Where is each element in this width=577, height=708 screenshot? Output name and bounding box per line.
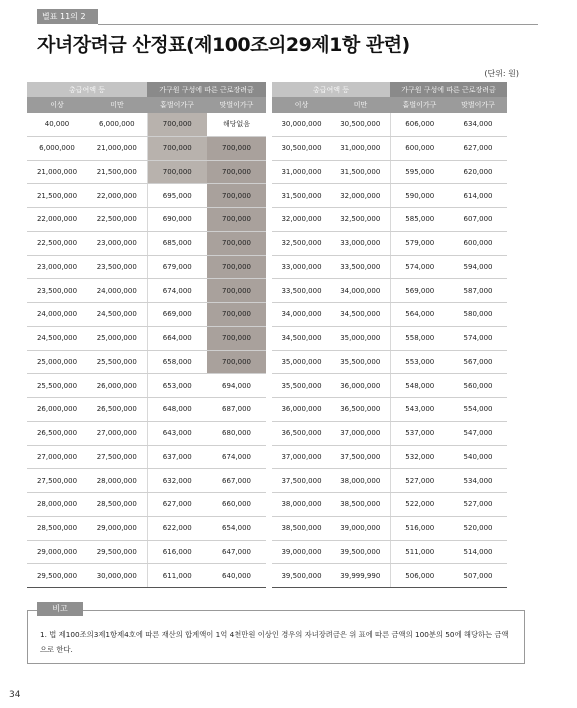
table-row <box>272 326 507 350</box>
table-row <box>272 516 507 540</box>
header-amount-group: 가구원 구성에 따른 근로장려금 <box>390 82 507 97</box>
cell-dual-income: 600,000 <box>449 231 507 255</box>
cell-dual-income: 514,000 <box>449 540 507 564</box>
table-row <box>272 469 507 493</box>
cell-min: 24,500,000 <box>27 326 87 350</box>
table-row <box>27 516 266 540</box>
table-row <box>27 469 266 493</box>
table-row <box>27 350 266 374</box>
cell-max: 25,500,000 <box>87 350 147 374</box>
cell-dual-income: 700,000 <box>207 326 266 350</box>
header-single-income: 홑벌이가구 <box>390 97 449 113</box>
header-min: 이상 <box>27 97 87 113</box>
cell-max: 32,500,000 <box>331 208 390 232</box>
table-row <box>27 326 266 350</box>
cell-single-income: 685,000 <box>147 231 207 255</box>
table-row <box>272 303 507 327</box>
cell-max: 24,000,000 <box>87 279 147 303</box>
cell-dual-income: 674,000 <box>207 445 266 469</box>
cell-dual-income: 700,000 <box>207 160 266 184</box>
cell-dual-income: 554,000 <box>449 398 507 422</box>
cell-max: 34,000,000 <box>331 279 390 303</box>
cell-max: 31,500,000 <box>331 160 390 184</box>
cell-min: 22,500,000 <box>27 231 87 255</box>
cell-dual-income: 634,000 <box>449 113 507 136</box>
cell-single-income: 700,000 <box>147 160 207 184</box>
table-row <box>27 374 266 398</box>
cell-single-income: 600,000 <box>390 136 449 160</box>
cell-max: 38,000,000 <box>331 469 390 493</box>
cell-max: 22,000,000 <box>87 184 147 208</box>
cell-dual-income: 540,000 <box>449 445 507 469</box>
header-amount-group: 가구원 구성에 따른 근로장려금 <box>147 82 266 97</box>
cell-single-income: 590,000 <box>390 184 449 208</box>
cell-dual-income: 574,000 <box>449 326 507 350</box>
cell-single-income: 574,000 <box>390 255 449 279</box>
cell-dual-income: 654,000 <box>207 516 266 540</box>
cell-min: 30,500,000 <box>272 136 331 160</box>
cell-max: 36,000,000 <box>331 374 390 398</box>
cell-dual-income: 680,000 <box>207 421 266 445</box>
cell-min: 23,000,000 <box>27 255 87 279</box>
cell-dual-income: 640,000 <box>207 564 266 588</box>
header-rule <box>98 24 538 25</box>
cell-max: 38,500,000 <box>331 493 390 517</box>
cell-single-income: 522,000 <box>390 493 449 517</box>
table-row <box>27 113 266 136</box>
cell-max: 31,000,000 <box>331 136 390 160</box>
cell-max: 33,500,000 <box>331 255 390 279</box>
cell-min: 33,000,000 <box>272 255 331 279</box>
cell-min: 22,000,000 <box>27 208 87 232</box>
cell-min: 34,000,000 <box>272 303 331 327</box>
cell-max: 39,500,000 <box>331 540 390 564</box>
cell-single-income: 564,000 <box>390 303 449 327</box>
cell-min: 30,000,000 <box>272 113 331 136</box>
table-row <box>27 136 266 160</box>
cell-single-income: 569,000 <box>390 279 449 303</box>
header-max: 미만 <box>87 97 147 113</box>
table-row <box>272 493 507 517</box>
cell-dual-income: 660,000 <box>207 493 266 517</box>
cell-dual-income: 700,000 <box>207 255 266 279</box>
table-row <box>272 421 507 445</box>
cell-min: 39,000,000 <box>272 540 331 564</box>
table-row <box>272 445 507 469</box>
cell-single-income: 658,000 <box>147 350 207 374</box>
cell-single-income: 595,000 <box>390 160 449 184</box>
cell-dual-income: 567,000 <box>449 350 507 374</box>
cell-dual-income: 594,000 <box>449 255 507 279</box>
cell-dual-income: 700,000 <box>207 350 266 374</box>
allowance-table-left <box>27 82 266 588</box>
cell-dual-income: 700,000 <box>207 279 266 303</box>
cell-min: 33,500,000 <box>272 279 331 303</box>
cell-single-income: 627,000 <box>147 493 207 517</box>
cell-min: 35,500,000 <box>272 374 331 398</box>
cell-single-income: 653,000 <box>147 374 207 398</box>
cell-dual-income: 627,000 <box>449 136 507 160</box>
cell-dual-income: 700,000 <box>207 136 266 160</box>
cell-max: 25,000,000 <box>87 326 147 350</box>
cell-single-income: 674,000 <box>147 279 207 303</box>
cell-max: 28,000,000 <box>87 469 147 493</box>
cell-max: 21,500,000 <box>87 160 147 184</box>
appendix-tag: 별표 11의 2 <box>37 9 98 24</box>
table-row <box>27 398 266 422</box>
table-row <box>27 564 266 588</box>
cell-max: 26,000,000 <box>87 374 147 398</box>
table-row <box>272 208 507 232</box>
table-row <box>27 303 266 327</box>
note-text: 1. 법 제100조의3제1항제4호에 따른 재산의 합계액이 1억 4천만원 이상인 경우의 자녀장려금은 위 표에 따른 금액의 100분의 50에 해당하는 금액으로 한다. <box>40 630 509 654</box>
cell-single-income: 606,000 <box>390 113 449 136</box>
cell-max: 39,999,990 <box>331 564 390 588</box>
note-tag: 비고 <box>37 602 83 616</box>
cell-single-income: 700,000 <box>147 113 207 136</box>
unit-label: (단위: 원) <box>484 69 519 78</box>
allowance-table-right <box>272 82 507 588</box>
cell-min: 27,500,000 <box>27 469 87 493</box>
header-min: 이상 <box>272 97 331 113</box>
cell-single-income: 632,000 <box>147 469 207 493</box>
table-row <box>27 493 266 517</box>
cell-single-income: 664,000 <box>147 326 207 350</box>
cell-single-income: 537,000 <box>390 421 449 445</box>
cell-min: 24,000,000 <box>27 303 87 327</box>
cell-max: 30,500,000 <box>331 113 390 136</box>
cell-dual-income: 534,000 <box>449 469 507 493</box>
cell-min: 26,500,000 <box>27 421 87 445</box>
cell-min: 28,500,000 <box>27 516 87 540</box>
cell-max: 29,500,000 <box>87 540 147 564</box>
cell-max: 36,500,000 <box>331 398 390 422</box>
cell-dual-income: 700,000 <box>207 208 266 232</box>
cell-max: 27,500,000 <box>87 445 147 469</box>
cell-min: 37,000,000 <box>272 445 331 469</box>
cell-dual-income: 694,000 <box>207 374 266 398</box>
table-row <box>27 231 266 255</box>
table-row <box>272 540 507 564</box>
cell-dual-income: 해당없음 <box>207 113 266 136</box>
cell-single-income: 506,000 <box>390 564 449 588</box>
cell-dual-income: 560,000 <box>449 374 507 398</box>
cell-dual-income: 667,000 <box>207 469 266 493</box>
cell-min: 26,000,000 <box>27 398 87 422</box>
cell-dual-income: 520,000 <box>449 516 507 540</box>
cell-single-income: 543,000 <box>390 398 449 422</box>
cell-min: 32,500,000 <box>272 231 331 255</box>
cell-single-income: 611,000 <box>147 564 207 588</box>
cell-dual-income: 647,000 <box>207 540 266 564</box>
cell-dual-income: 614,000 <box>449 184 507 208</box>
cell-max: 37,000,000 <box>331 421 390 445</box>
cell-max: 24,500,000 <box>87 303 147 327</box>
cell-dual-income: 700,000 <box>207 231 266 255</box>
cell-single-income: 679,000 <box>147 255 207 279</box>
cell-single-income: 690,000 <box>147 208 207 232</box>
cell-dual-income: 507,000 <box>449 564 507 588</box>
cell-single-income: 637,000 <box>147 445 207 469</box>
cell-max: 23,500,000 <box>87 255 147 279</box>
cell-single-income: 585,000 <box>390 208 449 232</box>
cell-min: 21,000,000 <box>27 160 87 184</box>
cell-min: 36,500,000 <box>272 421 331 445</box>
cell-min: 36,000,000 <box>272 398 331 422</box>
header-income-group: 총급여액 등 <box>272 82 390 97</box>
cell-max: 32,000,000 <box>331 184 390 208</box>
cell-min: 34,500,000 <box>272 326 331 350</box>
cell-min: 21,500,000 <box>27 184 87 208</box>
cell-dual-income: 607,000 <box>449 208 507 232</box>
cell-min: 23,500,000 <box>27 279 87 303</box>
header-max: 미만 <box>331 97 390 113</box>
cell-single-income: 622,000 <box>147 516 207 540</box>
cell-min: 29,500,000 <box>27 564 87 588</box>
cell-single-income: 532,000 <box>390 445 449 469</box>
table-row <box>27 160 266 184</box>
cell-single-income: 695,000 <box>147 184 207 208</box>
table-row <box>272 350 507 374</box>
cell-max: 21,000,000 <box>87 136 147 160</box>
cell-min: 39,500,000 <box>272 564 331 588</box>
cell-single-income: 527,000 <box>390 469 449 493</box>
table-row <box>27 421 266 445</box>
cell-min: 27,000,000 <box>27 445 87 469</box>
table-row <box>272 231 507 255</box>
cell-max: 33,000,000 <box>331 231 390 255</box>
cell-max: 37,500,000 <box>331 445 390 469</box>
cell-dual-income: 700,000 <box>207 184 266 208</box>
table-row <box>27 445 266 469</box>
table-row <box>272 255 507 279</box>
page-number: 34 <box>9 690 21 700</box>
header-dual-income: 맞벌이가구 <box>449 97 507 113</box>
cell-single-income: 700,000 <box>147 136 207 160</box>
cell-dual-income: 527,000 <box>449 493 507 517</box>
cell-single-income: 643,000 <box>147 421 207 445</box>
cell-max: 35,500,000 <box>331 350 390 374</box>
cell-max: 27,000,000 <box>87 421 147 445</box>
header-income-group: 총급여액 등 <box>27 82 147 97</box>
cell-single-income: 511,000 <box>390 540 449 564</box>
cell-dual-income: 587,000 <box>449 279 507 303</box>
cell-single-income: 648,000 <box>147 398 207 422</box>
cell-single-income: 579,000 <box>390 231 449 255</box>
table-row <box>27 184 266 208</box>
cell-min: 35,000,000 <box>272 350 331 374</box>
table-row <box>272 279 507 303</box>
cell-dual-income: 547,000 <box>449 421 507 445</box>
cell-single-income: 548,000 <box>390 374 449 398</box>
table-row <box>272 160 507 184</box>
cell-dual-income: 620,000 <box>449 160 507 184</box>
cell-min: 37,500,000 <box>272 469 331 493</box>
cell-single-income: 616,000 <box>147 540 207 564</box>
cell-min: 38,000,000 <box>272 493 331 517</box>
cell-max: 28,500,000 <box>87 493 147 517</box>
cell-min: 31,000,000 <box>272 160 331 184</box>
table-row <box>27 279 266 303</box>
table-row <box>272 398 507 422</box>
cell-single-income: 516,000 <box>390 516 449 540</box>
table-row <box>27 255 266 279</box>
cell-min: 6,000,000 <box>27 136 87 160</box>
cell-min: 29,000,000 <box>27 540 87 564</box>
cell-max: 30,000,000 <box>87 564 147 588</box>
table-row <box>27 540 266 564</box>
cell-min: 25,000,000 <box>27 350 87 374</box>
cell-max: 22,500,000 <box>87 208 147 232</box>
cell-max: 26,500,000 <box>87 398 147 422</box>
table-row <box>272 113 507 136</box>
cell-single-income: 558,000 <box>390 326 449 350</box>
cell-single-income: 669,000 <box>147 303 207 327</box>
cell-max: 29,000,000 <box>87 516 147 540</box>
header-single-income: 홑벌이가구 <box>147 97 207 113</box>
cell-min: 38,500,000 <box>272 516 331 540</box>
header-dual-income: 맞벌이가구 <box>207 97 266 113</box>
cell-max: 35,000,000 <box>331 326 390 350</box>
cell-dual-income: 580,000 <box>449 303 507 327</box>
cell-single-income: 553,000 <box>390 350 449 374</box>
cell-min: 28,000,000 <box>27 493 87 517</box>
cell-dual-income: 687,000 <box>207 398 266 422</box>
table-row <box>272 136 507 160</box>
table-row <box>272 564 507 588</box>
cell-min: 31,500,000 <box>272 184 331 208</box>
cell-min: 25,500,000 <box>27 374 87 398</box>
cell-max: 23,000,000 <box>87 231 147 255</box>
cell-max: 34,500,000 <box>331 303 390 327</box>
table-row <box>272 184 507 208</box>
page-title: 자녀장려금 산정표(제100조의29제1항 관련) <box>37 34 410 56</box>
cell-max: 39,000,000 <box>331 516 390 540</box>
cell-min: 40,000 <box>27 113 87 136</box>
table-row <box>27 208 266 232</box>
cell-dual-income: 700,000 <box>207 303 266 327</box>
cell-min: 32,000,000 <box>272 208 331 232</box>
cell-max: 6,000,000 <box>87 113 147 136</box>
table-row <box>272 374 507 398</box>
